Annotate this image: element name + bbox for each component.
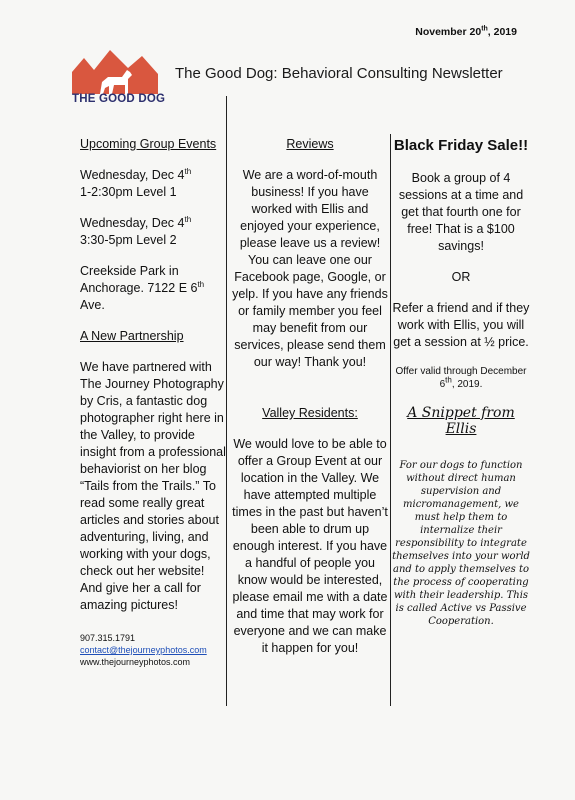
snippet-heading: A Snippet from Ellis <box>407 405 515 437</box>
events-heading: Upcoming Group Events <box>80 137 217 151</box>
column-divider-right <box>390 134 391 706</box>
offer-valid-note: Offer valid through December 6th, 2019. <box>395 366 527 390</box>
logo-wordmark: THE GOOD DOG <box>72 93 166 105</box>
partnership-text: We have partnered with The Journey Photography by Cris, a fantastic dog photographer right here in the Valley, to provide insight from a professional behaviorist on her blog “Tails from the Trails.” To read some really great articles and stories about adventuring, living, and working with your dogs, check out her website! And give her a call for amazing pictures! <box>80 360 226 612</box>
sale-heading: Black Friday Sale!! <box>393 137 529 154</box>
phone-number: 907.315.1791 <box>80 633 136 643</box>
reviews-column <box>230 136 390 657</box>
snippet-text: For our dogs to function without direct human supervision and micromanagement, we must help them to internalize their responsibility to integrate themselves into your world and to apply themselves to the process of cooperating with their leadership. This is called Active vs Passive Cooperation. <box>392 460 530 627</box>
contact-block <box>80 632 226 668</box>
or-separator: OR <box>451 270 471 284</box>
event-2: Wednesday, Dec 4th 3:30-5pm Level 2 <box>80 214 192 247</box>
sale-offer-2: Refer a friend and if they work with Ellis, you will get a session at ½ price. <box>392 301 530 349</box>
valley-heading: Valley Residents: <box>262 406 358 420</box>
partnership-heading: A New Partnership <box>80 329 184 343</box>
column-divider-left <box>226 96 227 706</box>
reviews-heading: Reviews <box>286 137 334 151</box>
events-column <box>80 136 226 668</box>
valley-text: We would love to be able to offer a Group Event at our location in the Valley. We have attempted multiple times in the past but haven’t been able to drum up enough interest. If you have a handful of people you know would be interested, please email me with a date and time that may work for everyone and we can make it happen for you! <box>232 437 388 655</box>
sale-column <box>392 136 530 628</box>
sale-offer-1: Book a group of 4 sessions at a time and get that fourth one for free! That is a $100 savings! <box>398 171 524 253</box>
event-1: Wednesday, Dec 4th 1-2:30pm Level 1 <box>80 166 192 199</box>
email-link[interactable]: contact@thejourneyphotos.com <box>80 645 207 655</box>
newsletter-date: November 20th, 2019 <box>415 25 517 38</box>
newsletter-title: The Good Dog: Behavioral Consulting Newsletter <box>175 65 503 82</box>
reviews-text: We are a word-of-mouth business! If you have worked with Ellis and enjoyed your experience, please leave us a review! You can leave one our Facebook page, Google, or yelp. If you have any friends or family member you feel may benefit from our services, please send them our way! Thank you! <box>232 168 388 369</box>
website-text: www.thejourneyphotos.com <box>80 657 191 667</box>
event-location: Creekside Park in Anchorage. 7122 E 6th Ave. <box>80 264 205 312</box>
